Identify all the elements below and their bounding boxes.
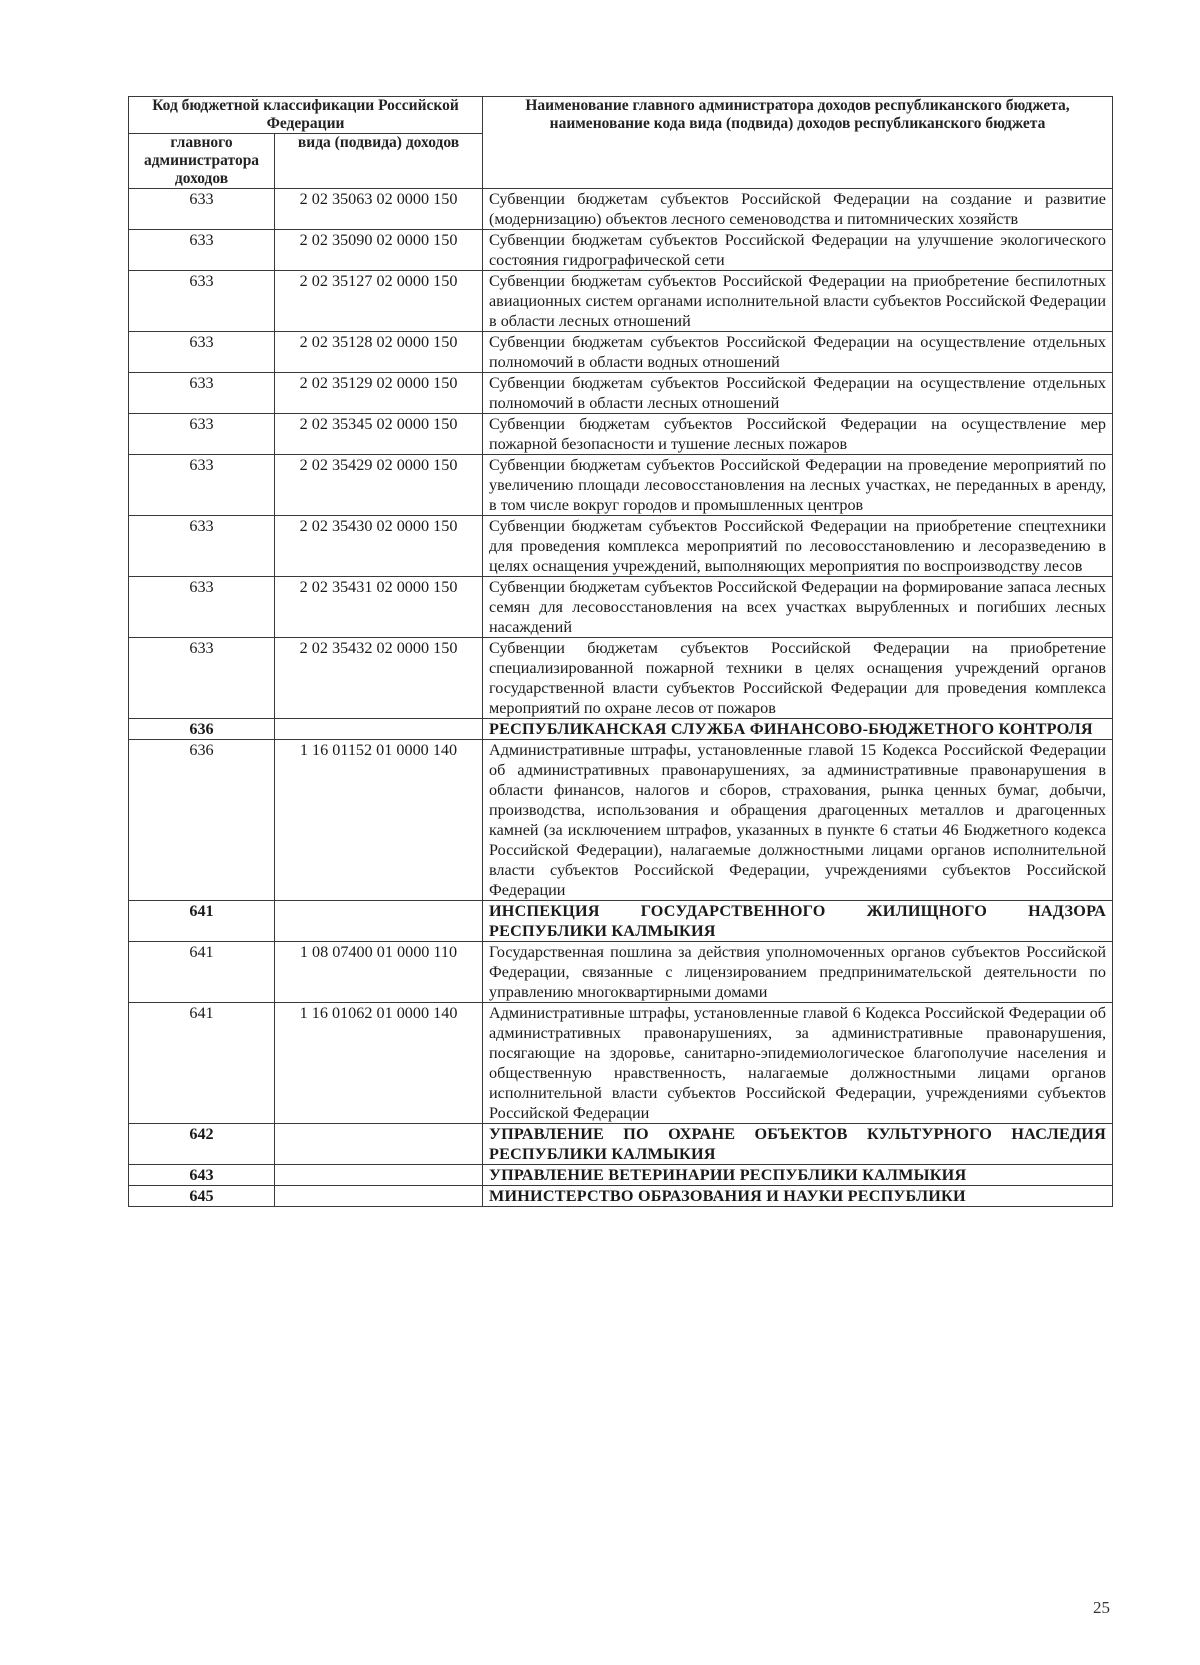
table-row (129, 373, 1113, 414)
income-name-cell: УПРАВЛЕНИЕ ВЕТЕРИНАРИИ РЕСПУБЛИКИ КАЛМЫКИЯ (483, 1165, 1113, 1186)
income-name-cell: Субвенции бюджетам субъектов Российской Федерации на осуществление отдельных полномочий в области водных отношений (483, 332, 1113, 373)
table-row (129, 271, 1113, 332)
table-body (129, 189, 1113, 1207)
table-header-row (129, 97, 1113, 134)
income-code-cell: 2 02 35430 02 0000 150 (275, 516, 483, 577)
admin-code-cell: 633 (129, 271, 275, 332)
income-code-cell: 1 16 01062 01 0000 140 (275, 1003, 483, 1124)
admin-code-cell: 633 (129, 332, 275, 373)
income-code-cell (275, 901, 483, 942)
admin-code-cell: 641 (129, 1003, 275, 1124)
table-row-section (129, 719, 1113, 740)
income-code-cell: 1 16 01152 01 0000 140 (275, 740, 483, 901)
table-row (129, 332, 1113, 373)
admin-code-cell: 642 (129, 1124, 275, 1165)
header-group-title: Код бюджетной классификации Российской Федерации (129, 97, 483, 134)
income-name-cell: МИНИСТЕРСТВО ОБРАЗОВАНИЯ И НАУКИ РЕСПУБЛИКИ (483, 1186, 1113, 1207)
budget-classification-table (128, 96, 1113, 1207)
table-row-section (129, 1186, 1113, 1207)
table-row (129, 942, 1113, 1003)
admin-code-cell: 633 (129, 230, 275, 271)
table-row (129, 638, 1113, 719)
table-row-section (129, 1124, 1113, 1165)
income-code-cell (275, 719, 483, 740)
income-name-cell: РЕСПУБЛИКАНСКАЯ СЛУЖБА ФИНАНСОВО-БЮДЖЕТНОГО КОНТРОЛЯ (483, 719, 1113, 740)
income-name-cell: Субвенции бюджетам субъектов Российской Федерации на улучшение экологического состояния гидрографической сети (483, 230, 1113, 271)
income-name-cell: Субвенции бюджетам субъектов Российской Федерации на приобретение спецтехники для проведения комплекса мероприятий по лесовосстановлению и лесоразведению в целях оснащения учреждений, выполняющих мероприятия по воспроизводству лесов (483, 516, 1113, 577)
table-row (129, 455, 1113, 516)
income-code-cell (275, 1186, 483, 1207)
table-row (129, 577, 1113, 638)
income-name-cell: Субвенции бюджетам субъектов Российской Федерации на приобретение беспилотных авиационных систем органами исполнительной власти субъектов Российской Федерации в области лесных отношений (483, 271, 1113, 332)
income-name-cell: Субвенции бюджетам субъектов Российской Федерации на осуществление отдельных полномочий в области лесных отношений (483, 373, 1113, 414)
admin-code-cell: 633 (129, 414, 275, 455)
admin-code-cell: 633 (129, 516, 275, 577)
income-name-cell: Субвенции бюджетам субъектов Российской Федерации на осуществление мер пожарной безопасности и тушение лесных пожаров (483, 414, 1113, 455)
income-name-cell: Субвенции бюджетам субъектов Российской Федерации на проведение мероприятий по увеличению площади лесовосстановления на лесных участках, не переданных в аренду, в том числе вокруг городов и промышленных центров (483, 455, 1113, 516)
admin-code-cell: 633 (129, 638, 275, 719)
income-name-cell: Административные штрафы, установленные главой 15 Кодекса Российской Федерации об административных правонарушениях, за административные правонарушения в области финансов, налогов и сборов, страхования, рынка ценных бумаг, добычи, производства, использования и обращения драгоценных металлов и драгоценных камней (за исключением штрафов, указанных в пункте 6 статьи 46 Бюджетного кодекса Российской Федерации), налагаемые должностными лицами органов исполнительной власти субъектов Российской Федерации, учреждениями субъектов Российской Федерации (483, 740, 1113, 901)
income-code-cell: 2 02 35345 02 0000 150 (275, 414, 483, 455)
income-name-cell: УПРАВЛЕНИЕ ПО ОХРАНЕ ОБЪЕКТОВ КУЛЬТУРНОГО НАСЛЕДИЯ РЕСПУБЛИКИ КАЛМЫКИЯ (483, 1124, 1113, 1165)
income-code-cell: 2 02 35127 02 0000 150 (275, 271, 483, 332)
income-code-cell (275, 1165, 483, 1186)
income-code-cell: 1 08 07400 01 0000 110 (275, 942, 483, 1003)
table-row (129, 516, 1113, 577)
income-code-cell: 2 02 35128 02 0000 150 (275, 332, 483, 373)
admin-code-cell: 641 (129, 942, 275, 1003)
header-admin-column: главного администратора доходов (129, 134, 275, 189)
admin-code-cell: 636 (129, 740, 275, 901)
table-row-section (129, 1165, 1113, 1186)
admin-code-cell: 641 (129, 901, 275, 942)
admin-code-cell: 633 (129, 455, 275, 516)
admin-code-cell: 633 (129, 373, 275, 414)
header-name-column: Наименование главного администратора доходов республиканского бюджета, наименование кода вида (подвида) доходов республиканского бюджета (483, 97, 1113, 189)
income-name-cell: Административные штрафы, установленные главой 6 Кодекса Российской Федерации об административных правонарушениях, за административные правонарушения, посягающие на здоровье, санитарно-эпидемиологическое благополучие населения и общественную нравственность, налагаемые должностными лицами органов исполнительной власти субъектов Российской Федерации, учреждениями субъектов Российской Федерации (483, 1003, 1113, 1124)
income-code-cell (275, 1124, 483, 1165)
income-name-cell: Субвенции бюджетам субъектов Российской Федерации на формирование запаса лесных семян для лесовосстановления на всех участках вырубленных и погибших лесных насаждений (483, 577, 1113, 638)
income-code-cell: 2 02 35090 02 0000 150 (275, 230, 483, 271)
admin-code-cell: 633 (129, 189, 275, 230)
header-code-column: вида (подвида) доходов (275, 134, 483, 189)
table-row (129, 189, 1113, 230)
income-code-cell: 2 02 35129 02 0000 150 (275, 373, 483, 414)
admin-code-cell: 643 (129, 1165, 275, 1186)
table-row (129, 230, 1113, 271)
table-row (129, 740, 1113, 901)
income-name-cell: Субвенции бюджетам субъектов Российской Федерации на создание и развитие (модернизацию) объектов лесного семеноводства и питомнических хозяйств (483, 189, 1113, 230)
page-number: 25 (1093, 1598, 1110, 1617)
table-row (129, 1003, 1113, 1124)
income-code-cell: 2 02 35063 02 0000 150 (275, 189, 483, 230)
income-name-cell: Государственная пошлина за действия уполномоченных органов субъектов Российской Федерации, связанные с лицензированием предпринимательской деятельности по управлению многоквартирными домами (483, 942, 1113, 1003)
admin-code-cell: 636 (129, 719, 275, 740)
table-row (129, 414, 1113, 455)
income-name-cell: Субвенции бюджетам субъектов Российской Федерации на приобретение специализированной пожарной техники в целях оснащения учреждений органов государственной власти субъектов Российской Федерации для проведения комплекса мероприятий по охране лесов от пожаров (483, 638, 1113, 719)
admin-code-cell: 645 (129, 1186, 275, 1207)
income-code-cell: 2 02 35429 02 0000 150 (275, 455, 483, 516)
table-row-section (129, 901, 1113, 942)
income-code-cell: 2 02 35431 02 0000 150 (275, 577, 483, 638)
admin-code-cell: 633 (129, 577, 275, 638)
income-code-cell: 2 02 35432 02 0000 150 (275, 638, 483, 719)
income-name-cell: ИНСПЕКЦИЯ ГОСУДАРСТВЕННОГО ЖИЛИЩНОГО НАДЗОРА РЕСПУБЛИКИ КАЛМЫКИЯ (483, 901, 1113, 942)
